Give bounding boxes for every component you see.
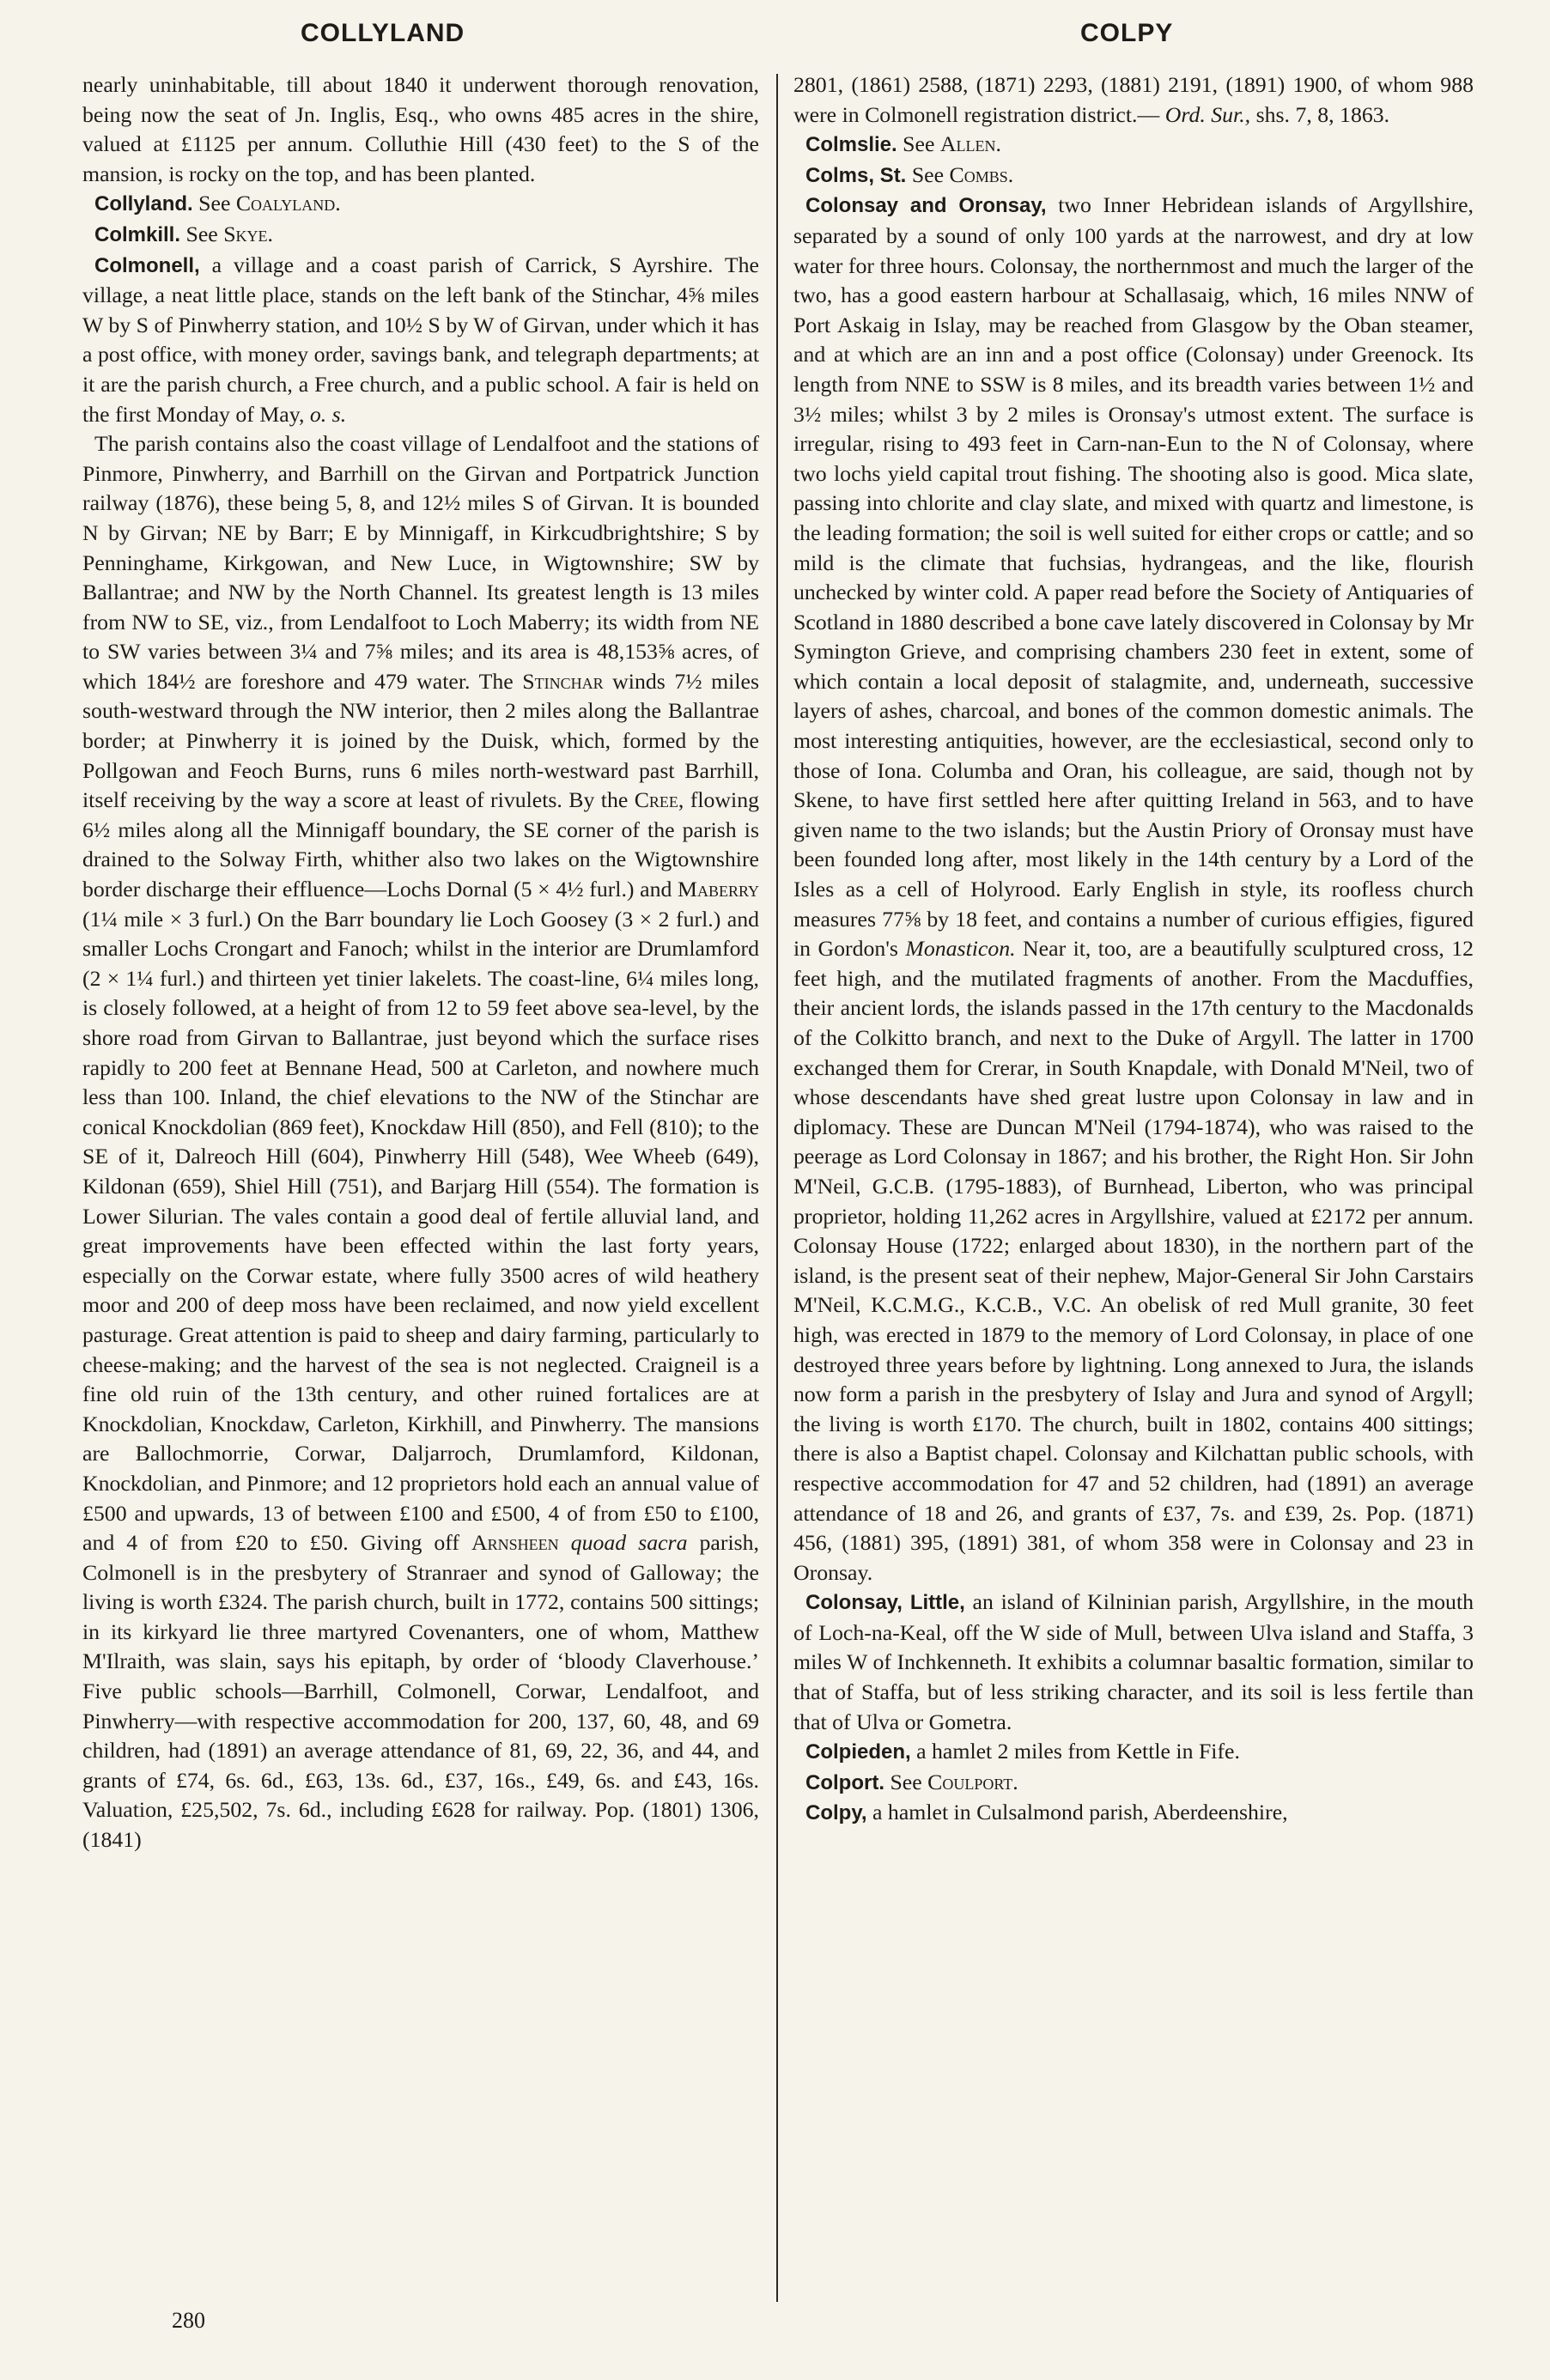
headword: Colmkill.: [94, 222, 181, 246]
cross-reference: Skye.: [223, 221, 273, 246]
left-column: [82, 70, 759, 1855]
page-number: 280: [172, 2308, 205, 2333]
entry-text: flowing 6½ miles along all the Minnigaff boundary, the SE corner of the parish is drained to the Solway Firth, whither also two lakes on the Wigtownshire border discharge their effluence—Lochs Dornal (5 × 4½ furl.) and: [82, 787, 760, 902]
colmonell-parish-paragraph: [82, 429, 759, 1855]
running-head-right: COLPY: [1080, 19, 1174, 47]
entry-text: shs. 7, 8, 1863.: [1255, 101, 1390, 127]
parish-arnsheen: Arnsheen: [471, 1530, 559, 1556]
river-stinchar: Stinchar: [522, 668, 604, 694]
see-label: See: [911, 161, 945, 187]
headword: Colms, St.: [805, 163, 907, 187]
headword: Colmslie.: [805, 133, 897, 157]
entry-colms-st: [793, 161, 1474, 191]
cross-reference: Allen.: [939, 131, 1001, 157]
ordnance-abbrev: o. s.: [309, 401, 347, 427]
river-cree: Cree,: [634, 787, 684, 813]
entry-colmkill: [82, 220, 759, 251]
entry-text: nearly uninhabitable, till about 1840 it underwent thorough renovation, being now the seat of Jn. Inglis, Esq., who owns 485 acres in the shire, valued at £1125 per annum. Colluthie Hill (430 feet) to the S of the mansion, is rocky on the top, and has been planted.: [82, 72, 759, 186]
entry-colonsay-little: [793, 1588, 1474, 1737]
cross-reference: Combs.: [949, 161, 1014, 187]
entry-text: parish, Colmonell is in the presbytery of Stranraer and synod of Galloway; the living is worth £324. The parish church, built in 1772, contains 500 sittings; in its kirkyard lie three martyred Covenanters, one of whom, Matthew M'Ilraith, was slain, says his epitaph, by order of ‘bloody Claverhouse.’ Five public schools—Barrhill, Colmonell, Corwar, Lendalfoot, and Pinwherry—with respective accommodation for 200, 137, 60, 48, and 69 children, had (1891) an average attendance of 81, 69, 22, 36, and 44, and grants of £74, 6s. 6d., £63, 13s. 6d., £37, 16s., £49, 6s. and £43, 16s. Valuation, £25,502, 7s. 6d., including £628 for railway. Pop. (1801) 1306, (1841): [82, 1530, 760, 1853]
headword: Colonsay, Little,: [805, 1591, 965, 1615]
headword: Colport.: [805, 1770, 884, 1794]
entry-text: an island of Kilninian parish, Argyllshire, in the mouth of Loch-na-Keal, off the W side of Mull, between Ulva island and Staffa, 3 miles W of Inchkenneth. It exhibits a columnar basaltic formation, similar to that of Staffa, but of less striking character, and its soil is less fertile than that of Ulva or Gometra.: [793, 1589, 1474, 1734]
headword: Colpieden,: [805, 1740, 911, 1764]
entry-colpieden: [793, 1737, 1474, 1768]
headword: Colmonell,: [94, 253, 200, 277]
see-label: See: [903, 131, 935, 157]
entry-text: a hamlet 2 miles from Kettle in Fife.: [916, 1739, 1240, 1764]
entry-text: two Inner Hebridean islands of Argyllshire, separated by a sound of only 100 yards at the narrowest, and dry at low water for three hours. Colonsay, the northernmost and much the larger of the two, has a good eastern harbour at Schallasaig, which, 16 miles NNW of Port Askaig in Islay, may be reached from Glasgow by the Oban steamer, and at which are an inn and a post office (Colonsay) under Greenock. Its length from NNE to SSW is 8 miles, and its breadth varies between 1½ and 3½ miles; whilst 3 by 2 miles is Oronsay's utmost extent. The surface is irregular, rising to 493 feet in Carn-nan-Eun to the N of Colonsay, where two lochs yield capital trout fishing. The shooting also is good. Mica slate, passing into chlorite and clay slate, and mixed with quartz and limestone, is the leading formation; the soil is well suited for either crops or cattle; and so mild is the climate that fuchsias, hydrangeas, and the like, flourish unchecked by winter cold. A paper read before the Society of Antiquaries of Scotland in 1880 described a bone cave lately discovered in Colonsay by Mr Symington Grieve, and comprising chambers 230 feet in extent, some of which contain a local deposit of stalagmite, and, underneath, successive layers of ashes, charcoal, and bones of the common domestic animals. The most interesting antiquities, however, are the ecclesiastical, second only to those of Iona. Columba and Oran, his colleague, are said, though not by Skene, to have first settled here after quitting Ireland in 563, and to have given name to the two islands; but the Austin Priory of Oronsay must have been founded long after, most likely in the 14th century by a Lord of the Isles as a cell of Holyrood. Early English in style, its roofless church measures 77⅝ by 18 feet, and contains a number of curious effigies, figured in Gordon's: [793, 192, 1474, 962]
entry-text: Near it, too, are a beautifully sculptured cross, 12 feet high, and the mutilated fragments of another. From the Macduffies, their ancient lords, the islands passed in the 17th century to the Macdonalds of the Colkitto branch, and next to the Duke of Argyll. The latter in 1700 exchanged them for Crerar, in South Knapdale, with Donald M'Neil, two of whose descendants have shed great lustre upon Colonsay in law and in diplomacy. These are Duncan M'Neil (1794-1874), who was raised to the peerage as Lord Colonsay in 1867; and his brother, the Right Hon. Sir John M'Neil, G.C.B. (1795-1883), of Burnhead, Liberton, who was principal proprietor, holding 11,262 acres in Argyllshire, valued at £2172 per annum. Colonsay House (1722; enlarged about 1830), in the northern part of the island, is the present seat of their nephew, Major-General Sir John Carstairs M'Neil, K.C.M.G., K.C.B., V.C. An obelisk of red Mull granite, 30 feet high, was erected in 1879 to the memory of Lord Colonsay, in place of one destroyed three years before by lightning. Long annexed to Jura, the islands now form a parish in the presbytery of Islay and Jura and synod of Argyll; the living is worth £170. The church, built in 1802, contains 400 sittings; there is also a Baptist chapel. Colonsay and Kilchattan public schools, with respective accommodation for 47 and 52 children, had (1891) an average attendance of 18 and 26, and grants of £37, 7s. and £39, 2s. Pop. (1871) 456, (1881) 395, (1891) 381, of whom 358 were in Colonsay and 23 in Oronsay.: [793, 936, 1474, 1585]
entry-colpy: [793, 1798, 1474, 1829]
right-column: [793, 70, 1474, 1829]
running-head-left: COLLYLAND: [301, 19, 465, 47]
ordnance-survey-ref: Ord. Sur.,: [1164, 101, 1251, 127]
latin-phrase: quoad sacra: [570, 1530, 688, 1556]
see-label: See: [198, 191, 231, 216]
cross-reference: Coulport.: [927, 1769, 1018, 1794]
entry-colmonell: [82, 251, 759, 430]
headword: Colonsay and Oronsay,: [805, 194, 1047, 218]
entry-colonsay-and-oronsay: [793, 191, 1474, 1588]
entry-text: 2801, (1861) 2588, (1871) 2293, (1881) 2191, (1891) 1900, of whom 988 were in Colmonell registration district.—: [793, 72, 1474, 127]
entry-colmslie: [793, 130, 1474, 161]
entry-text: The parish contains also the coast village of Lendalfoot and the stations of Pinmore, Pinwherry, and Barrhill on the Girvan and Portpatrick Junction railway (1876), these being 5, 8, and 12½ miles S of Girvan. It is bounded N by Girvan; NE by Barr; E by Minnigaff, in Kirkcudbrightshire; S by Penninghame, Kirkgowan, and New Luce, in Wigtownshire; SW by Ballantrae; and NW by the North Channel. Its greatest length is 13 miles from NW to SE, viz., from Lendalfoot to Loch Maberry; its width from NE to SW varies between 3¼ and 7⅝ miles; and its area is 48,153⅝ acres, of which 184½ are foreshore and 479 water. The: [82, 431, 759, 694]
entry-text: winds 7½ miles south-westward through the NW interior, then 2 miles along the Ballantrae border; at Pinwherry it is joined by the Duisk, which, formed by the Pollgowan and Feoch Burns, runs 6 miles north-westward past Barrhill, itself receiving by the way a score at least of rivulets. By the: [82, 668, 759, 813]
collessie-continuation: [82, 70, 759, 189]
entry-text: a hamlet in Culsalmond parish, Aberdeenshire,: [872, 1800, 1288, 1825]
entry-text: (1¼ mile × 3 furl.) On the Barr boundary lie Loch Goosey (3 × 2 furl.) and smaller Lochs Crongart and Fanoch; whilst in the interior are Drumlamford (2 × 1¼ furl.) and thirteen yet tinier lakelets. The coast-line, 6¼ miles long, is closely followed, at a height of from 12 to 59 feet above sea-level, by the shore road from Girvan to Ballantrae, just beyond which the surface rises rapidly to 200 feet at Bennane Head, 500 at Carleton, and nowhere much less than 100. Inland, the chief elevations to the NW of the Stinchar are conical Knockdolian (869 feet), Knockdaw Hill (850), and Fell (810); to the SE of it, Dalreoch Hill (604), Pinwherry Hill (548), Wee Wheeb (649), Kildonan (659), Shiel Hill (751), and Barjarg Hill (554). The formation is Lower Silurian. The vales contain a good deal of fertile alluvial land, and great improvements have been effected within the last forty years, especially on the Corwar estate, where fully 3500 acres of wild heathery moor and 200 of deep moss have been reclaimed, and now yield excellent pasturage. Great attention is paid to sheep and dairy farming, particularly to cheese-making; and the harvest of the sea is not neglected. Craigneil is a fine old ruin of the 13th century, and other ruined fortalices are at Knockdolian, Knockdaw, Carleton, Kirkhill, and Pinwherry. The mansions are Ballochmorrie, Corwar, Daljarroch, Drumlamford, Kildonan, Knockdolian, and Pinmore; and 12 proprietors hold each an annual value of £500 and upwards, 13 of between £100 and £500, 4 of from £50 to £100, and 4 of from £20 to £50. Giving off: [82, 906, 759, 1556]
headword: Colpy,: [805, 1801, 867, 1825]
colmonell-continuation: [793, 70, 1474, 130]
book-title: Monasticon.: [905, 936, 1016, 962]
entry-collyland: [82, 189, 759, 220]
loch-maberry: Maberry: [678, 877, 760, 902]
entry-text: a village and a coast parish of Carrick, S Ayrshire. The village, a neat little place, stands on the left bank of the Stinchar, 4⅝ miles W by S of Pinwherry station, and 10½ S by W of Girvan, under which it has a post office, with money order, savings bank, and telegraph departments; at it are the parish church, a Free church, and a public school. A fair is held on the first Monday of May,: [82, 252, 759, 427]
entry-colport: [793, 1768, 1474, 1799]
see-label: See: [185, 221, 218, 246]
column-divider: [776, 74, 778, 2302]
see-label: See: [890, 1769, 922, 1794]
cross-reference: Coalyland.: [235, 191, 341, 216]
headword: Collyland.: [94, 192, 193, 216]
